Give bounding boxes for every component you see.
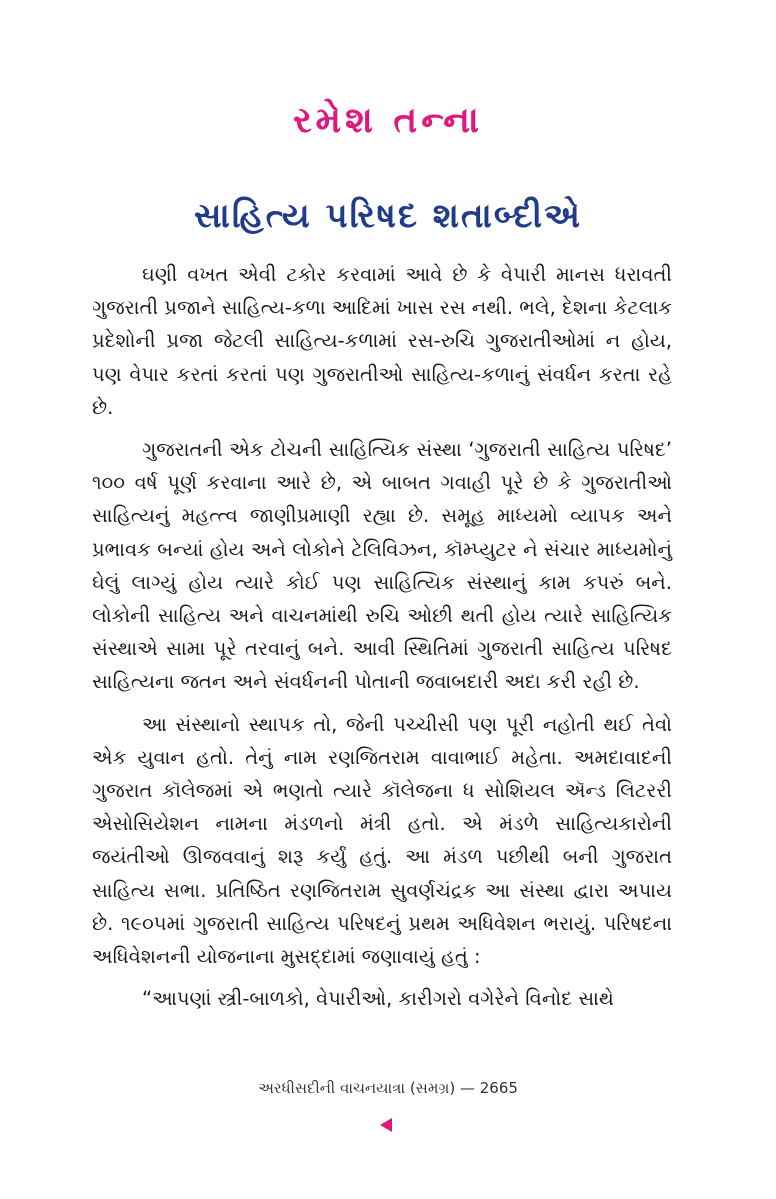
previous-page-icon[interactable] [380, 1118, 392, 1132]
author-name: રમેશ તન્ના [293, 100, 483, 141]
paragraph-2: ગુજરાતની એક ટોચની સાહિત્યિક સંસ્થા ‘ગુજરાતી સાહિત્ય પરિષદ’ ૧૦૦ વર્ષ પૂર્ણ કરવાના આરે છે, એ બાબત ગવાહી પૂરે છે કે ગુજરાતીઓ સાહિત્યનું મહત્ત્વ જાણીપ્રમાણી રહ્યા છે. સમૂહ માધ્યમો વ્યાપક અને પ્રભાવક બન્યાં હોય અને લોકોને ટેલિવિઝન, કૉમ્પ્યુટર ને સંચાર માધ્યમોનું ઘેલું લાગ્યું હોય ત્યારે કોઈ પણ સાહિત્યિક સંસ્થાનું કામ કપરું બને. લોકોની સાહિત્ય અને વાચનમાંથી રુચિ ઓછી થતી હોય ત્યારે સાહિત્યિક સંસ્થાએ સામા પૂરે તરવાનું બને. આવી સ્થિતિમાં ગુજરાતી સાહિત્ય પરિષદ સાહિત્યના જતન અને સંવર્ધનની પોતાની જવાબદારી અદા કરી રહી છે. [92, 438, 673, 694]
article-body [92, 258, 672, 1015]
paragraph-1: ઘણી વખત એવી ટકોર કરવામાં આવે છે કે વેપારી માનસ ધરાવતી ગુજરાતી પ્રજાને સાહિત્ય-કળા આદિમાં ખાસ રસ નથી. ભલે, દેશના કેટલાક પ્રદેશોની પ્રજા જેટલી સાહિત્ય-કળામાં રસ-રુચિ ગુજરાતીઓમાં ન હોય, પણ વેપાર કરતાં કરતાં પણ ગુજરાતીઓ સાહિત્ય-કળાનું સંવર્ધન કરતા રહે છે. [92, 263, 672, 419]
page-footer: અરધીસદીની વાચનયાત્રા (સમગ્ર) — 2665 [258, 1079, 518, 1097]
paragraph-4: “આપણાં સ્ત્રી-બાળકો, વેપારીઓ, કારીગરો વગેરેને વિનોદ સાથે [142, 987, 614, 1011]
paragraph-3: આ સંસ્થાનો સ્થાપક તો, જેની પચ્ચીસી પણ પૂરી નહોતી થઈ તેવો એક યુવાન હતો. તેનું નામ રણજિતરામ વાવાભાઈ મહેતા. અમદાવાદની ગુજરાત કૉલેજમાં એ ભણતો ત્યારે કૉલેજના ધ સોશિયલ ઍન્ડ લિટરરી એસોસિયેશન નામના મંડળનો મંત્રી હતો. એ મંડળે સાહિત્યકારોની જયંતીઓ ઊજવવાનું શરૂ કર્યું હતું. આ મંડળ પછીથી બની ગુજરાત સાહિત્ય સભા. પ્રતિષ્ઠિત રણજિતરામ સુવર્ણચંદ્રક આ સંસ્થા દ્વારા અપાય છે. ૧૯૦૫માં ગુજરાતી સાહિત્ય પરિષદનું પ્રથમ અધિવેશન ભરાયું. પરિષદના અધિવેશનની યોજનાના મુસદ્દામાં જણાવાયું હતું : [92, 712, 672, 969]
page-title: સાહિત્ય પરિષદ શતાબ્દીએ [193, 196, 583, 236]
